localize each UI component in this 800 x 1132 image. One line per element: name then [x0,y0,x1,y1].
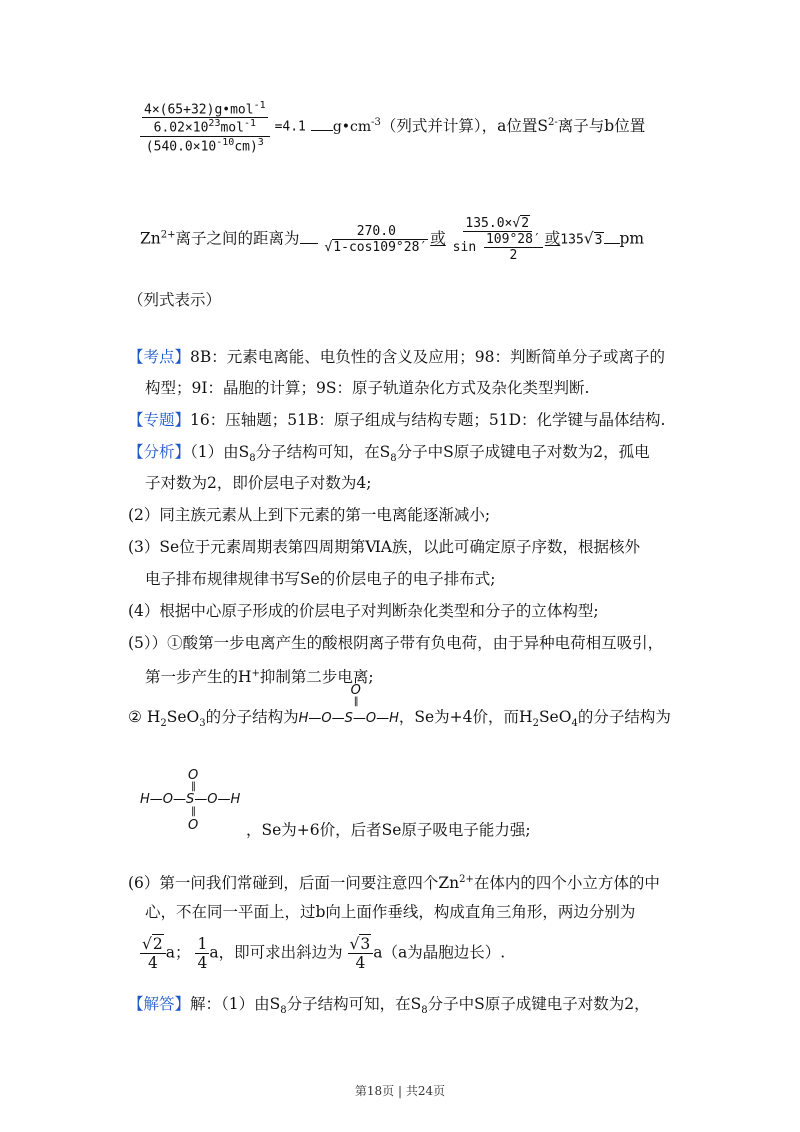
h2seo4-note: ，Se为+6价，后者Se原子吸电子能力强; [246,821,531,839]
jieda-tag: 【解答】 [128,995,191,1013]
kaodian-line-1: 【考点】8B：元素电离能、电负性的含义及应用；98：判断简单分子或离子的 [128,348,665,366]
density-fraction: $\frac{\frac{4\times(65+32)g•mol^{-1}}{6.02\times 10^{23}mol^{-1}}}{(540.0\times 10^{-10}cm)^3}$ [140,100,270,154]
p6-line-2: 心，不在同一平面上，过b向上面作垂线，构成直角三角形，两边分别为 [145,903,636,921]
kaodian-tag: 【考点】 [128,348,191,366]
zhuanti-line: 【专题】16：压轴题；51B：原子组成与结构专题；51D：化学键与晶体结构. [128,411,666,429]
jieda-line: 【解答】解：（1）由$S_8$分子结构可知，在$S_8$分子中S原子成键电子对数为2， [128,995,650,1017]
note-text: （列式表示） [128,291,222,309]
zhuanti-tag: 【专题】 [128,411,191,429]
fenxi-line-8: 第一步产生的H+抑制第二步电离; [145,668,374,687]
fenxi-tag: 【分析】 [128,443,191,461]
fenxi-line-4: (3）Se位于元素周期表第四周期第ⅥA族，以此可确定原子序数，根据核外 [128,538,640,556]
kaodian-line-2: 构型；9I：晶胞的计算；9S：原子轨道杂化方式及杂化类型判断. [145,379,590,397]
h2seo3-structure: O ‖ H—O—S—O—H [298,683,399,726]
inner-fraction: $\frac{4\times(65+32)g•mol^{-1}}{6.02\times 10^{23}mol^{-1}}$ [144,100,266,136]
fenxi-line-7: (5））①酸第一步电离产生的酸根阴离子带有负电荷，由于异种电荷相互吸引， [128,634,664,652]
fenxi-line-6: (4）根据中心原子形成的价层电子对判断杂化类型和分子的立体构型; [128,602,599,620]
density-calculation: $\frac{\frac{4\times(65+32)g•mol^{-1}}{6.02\times 10^{23}mol^{-1}}}{(540.0\times 10^{-10}cm)^3}$ =4.1 $g•cm^{-3}$（列式并计算），a位置$S^{2-}$离子与b位置 [140,100,645,154]
fenxi-line-2: 子对数为2，即价层电子对数为4; [145,474,372,492]
distance-fraction-2: 135.0×√2 sin $\frac{109^\circ 28'}{2}$ [452,216,541,263]
h2seo4-structure: O ‖ H—O—S—O—H ‖ O [140,768,241,833]
sqrt2-over-4: $\frac{√2}{4}$ [140,935,166,972]
distance-expression: $Zn^{2+}$离子之间的距离为 $\frac{270.0}{√1-\cos 109^\circ 28'}$ 或 135.0×√2 sin $\frac{109^\circ 28'}{2}$ 或135√3 pm [140,216,645,263]
fenxi-line-5: 电子排布规律规律书写Se的价层电子的电子排布式; [145,570,496,588]
distance-fraction-1: $\frac{270.0}{√1-\cos 109^\circ 28'}$ [324,224,428,255]
p6-line-1: (6）第一问我们常碰到，后面一问要注意四个$Zn^{2+}$在体内的四个小立方体的中 [128,874,660,893]
fenxi-line-3: (2）同主族元素从上到下元素的第一电离能逐渐减小; [128,506,491,524]
selenious-acid-line: ② $H_2SeO_3$的分子结构为 O ‖ H—O—S—O—H，Se为+4价，而$H_2SeO_4$的分子结构为 [128,683,671,730]
page-footer: 第18页 | 共24页 [354,1084,446,1098]
density-value: =4.1 [274,119,306,135]
fenxi-line-1: 【分析】（1）由$S_8$分子结构可知，在$S_8$分子中S原子成键电子对数为2，孤电 [128,443,650,465]
sqrt3-over-4: $\frac{√3}{4}$ [348,935,374,972]
one-over-4: $\frac{1}{4}$ [197,935,208,972]
p6-line-3: $\frac{√2}{4}$ a； $\frac{1}{4}$ a，即可求出斜边为 $\frac{√3}{4}$ a（a为晶胞边长）. [142,935,506,972]
